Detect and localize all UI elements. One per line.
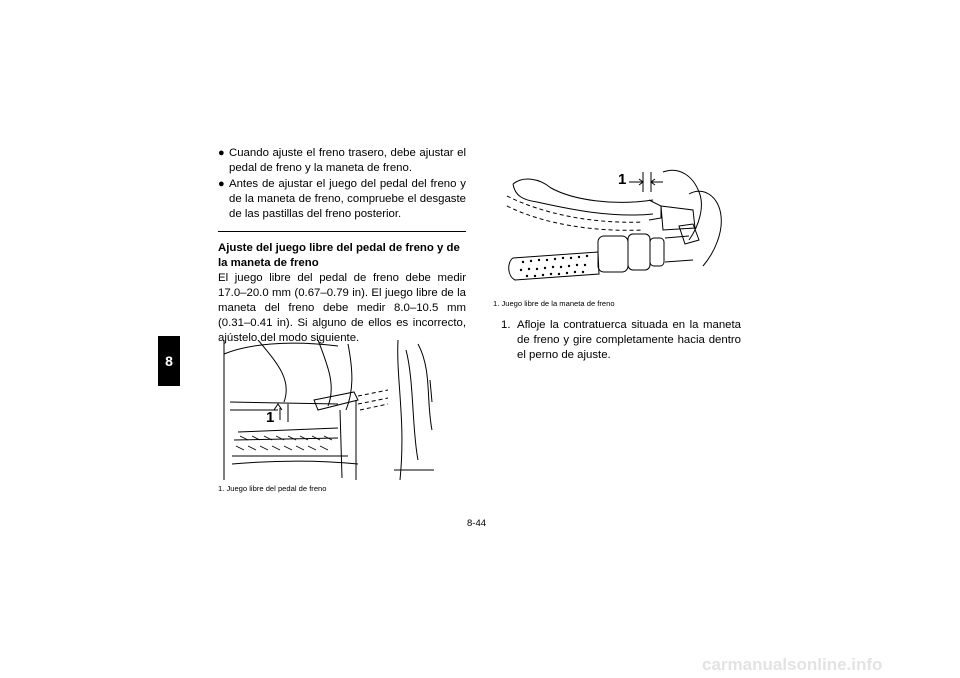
chapter-tab-number: 8 (165, 353, 173, 369)
step-text: Afloje la contratuerca situada en la maneta de freno y gire completamente hacia dentro el perno de ajuste. (517, 319, 741, 361)
note-text: Antes de ajustar el juego del pedal del freno y de la maneta de freno, compruebe el desgaste de las pastillas del freno posterior. (229, 178, 466, 220)
bullet-icon: ● (218, 178, 225, 190)
note-text: Cuando ajuste el freno trasero, debe ajustar el pedal de freno y la maneta de freno. (229, 147, 466, 174)
lever-caption: 1. Juego libre de la maneta de freno (493, 299, 615, 308)
pedal-caption: 1. Juego libre del pedal de freno (218, 484, 327, 493)
note-item (218, 146, 466, 176)
bullet-icon: ● (218, 147, 225, 159)
step-number: 1. (501, 319, 511, 331)
section-body: El juego libre del pedal de freno debe medir 17.0–20.0 mm (0.67–0.79 in). El juego libre de la maneta del freno debe medir 8.0–10.5 mm (0.31–0.41 in). Si alguno de ellos es incorrecto, ajústelo del modo siguiente. (218, 272, 466, 344)
brake-lever-illustration (493, 166, 743, 294)
pedal-callout: 1 (266, 409, 275, 426)
watermark: carmanualsonline.info (702, 655, 883, 674)
brake-pedal-illustration (218, 340, 468, 482)
chapter-tab (158, 336, 180, 386)
left-column (218, 146, 466, 346)
lever-callout: 1 (618, 171, 627, 188)
divider (218, 231, 466, 232)
step-item (493, 318, 741, 363)
section-heading: Ajuste del juego libre del pedal de freno y de la maneta de freno (218, 242, 460, 269)
page-number: 8-44 (467, 518, 487, 529)
note-item (218, 177, 466, 222)
